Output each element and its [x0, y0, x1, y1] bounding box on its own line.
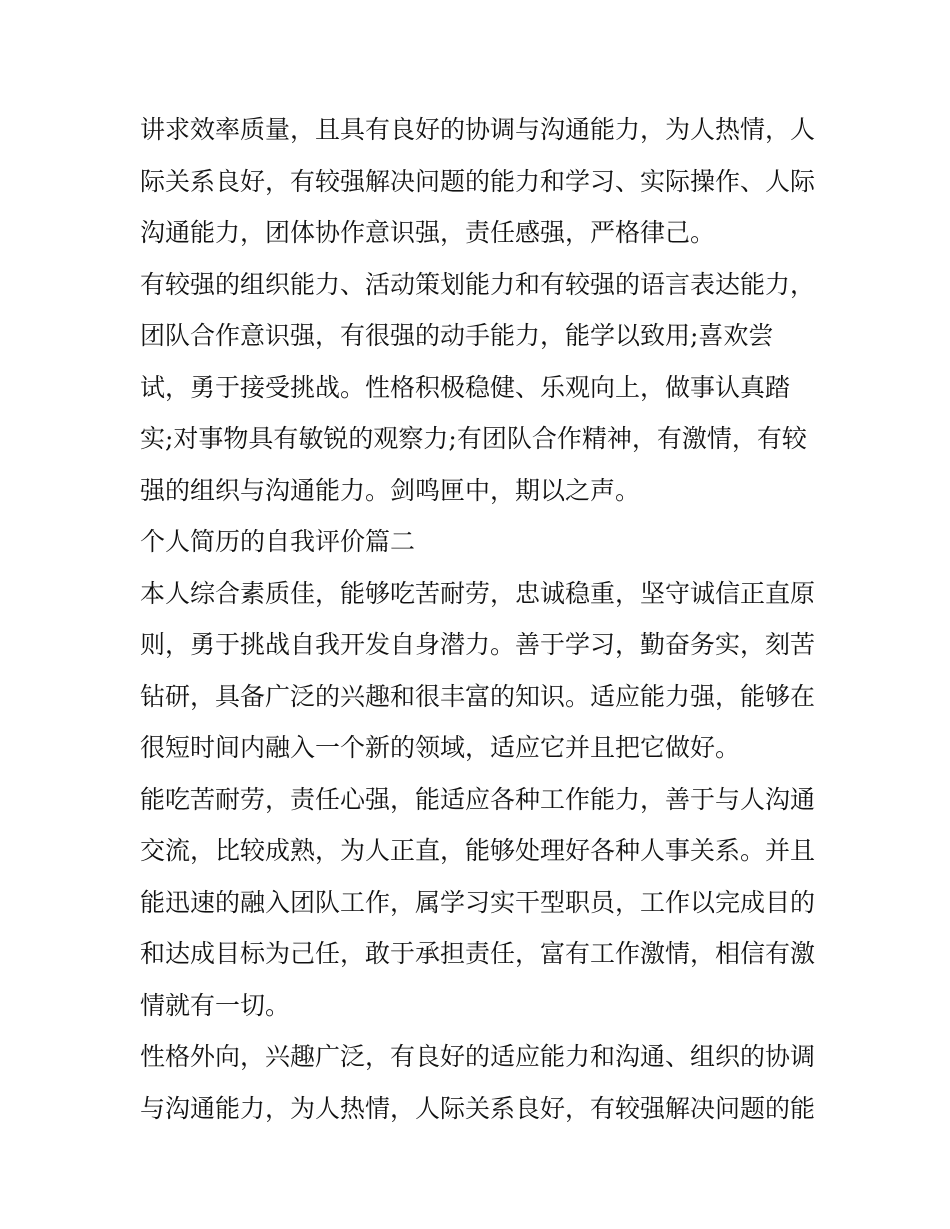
text-line: 与沟通能力，为人热情，人际关系良好，有较强解决问题的能 [140, 1093, 816, 1123]
text-line: 交流，比较成熟，为人正直，能够处理好各种人事关系。并且 [140, 836, 816, 865]
text-line: 际关系良好，有较强解决问题的能力和学习、实际操作、人际 [140, 166, 816, 196]
text-line: 实;对事物具有敏锐的观察力;有团队合作精神，有激情，有较 [140, 424, 807, 453]
text-line: 性格外向，兴趣广泛，有良好的适应能力和沟通、组织的协调 [140, 1042, 816, 1071]
section-heading: 个人简历的自我评价篇二 [140, 527, 416, 556]
text-line: 和达成目标为己任，敢于承担责任，富有工作激情，相信有激 [140, 939, 816, 968]
text-line: 强的组织与沟通能力。剑鸣匣中，期以之声。 [140, 475, 641, 505]
text-line: 能迅速的融入团队工作，属学习实干型职员，工作以完成目的 [140, 887, 816, 917]
text-line: 钻研，具备广泛的兴趣和很丰富的知识。适应能力强，能够在 [140, 681, 816, 711]
text-line: 本人综合素质佳，能够吃苦耐劳，忠诚稳重，坚守诚信正直原 [140, 578, 816, 608]
text-line: 试，勇于接受挑战。性格积极稳健、乐观向上，做事认真踏 [140, 372, 791, 402]
text-line: 团队合作意识强，有很强的动手能力，能学以致用;喜欢尝 [140, 321, 774, 350]
text-line: 能吃苦耐劳，责任心强，能适应各种工作能力，善于与人沟通 [140, 784, 816, 814]
text-line: 则，勇于挑战自我开发自身潜力。善于学习，勤奋务实，刻苦 [140, 630, 816, 659]
text-line: 沟通能力，团体协作意识强，责任感强，严格律己。 [140, 218, 716, 247]
text-line: 讲求效率质量，且具有良好的协调与沟通能力，为人热情，人 [140, 115, 816, 144]
text-line: 很短时间内融入一个新的领域，适应它并且把它做好。 [140, 733, 741, 762]
document-body [140, 104, 820, 1134]
text-line: 情就有一切。 [140, 990, 291, 1020]
text-line: 有较强的组织能力、活动策划能力和有较强的语言表达能力， [140, 269, 816, 299]
